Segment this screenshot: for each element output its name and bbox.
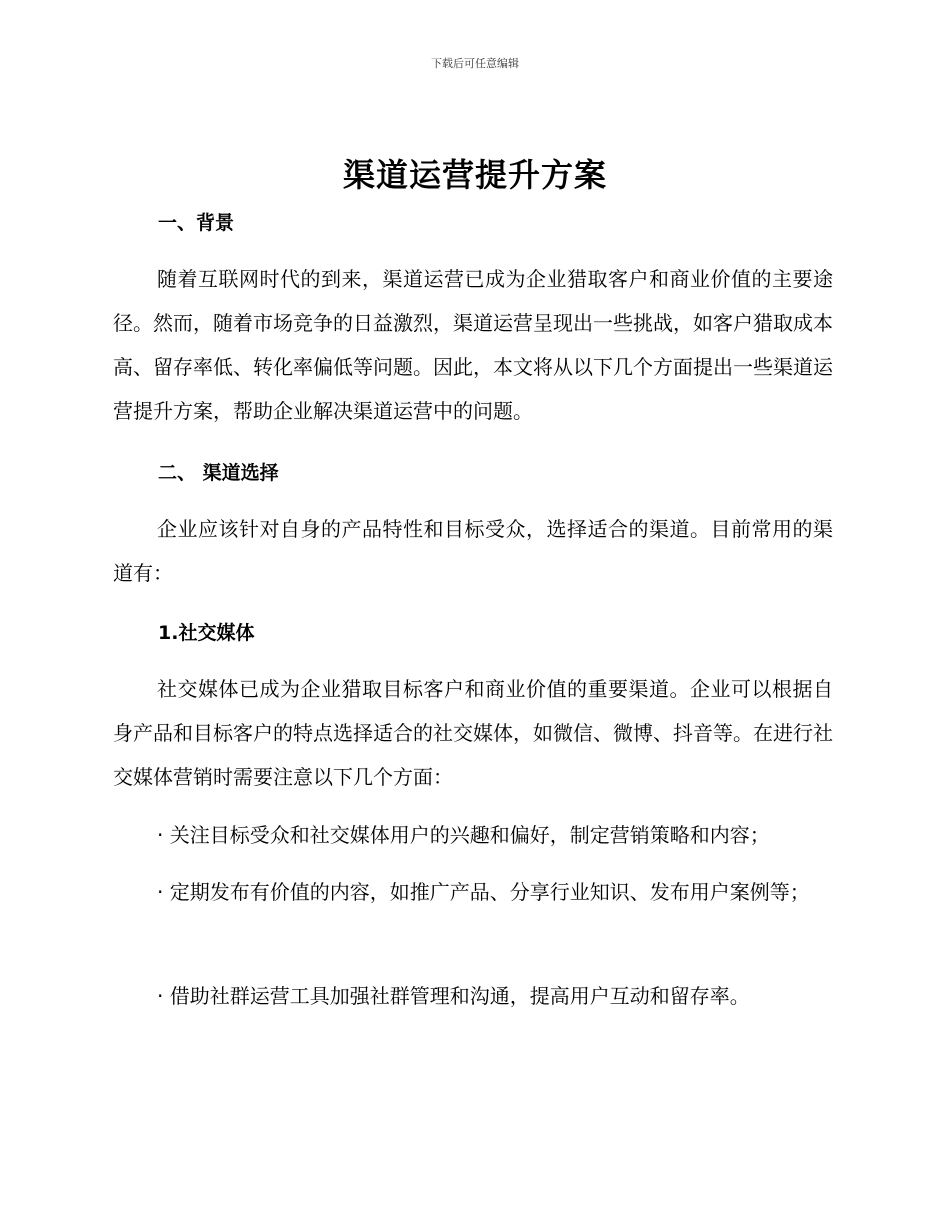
document-title: 渠道运营提升方案 — [342, 156, 607, 194]
section-heading-channel-selection: 二、 渠道选择 — [158, 462, 279, 484]
bullet-item: · 定期发布有价值的内容，如推广产品、分享行业知识、发布用户案例等； — [157, 880, 810, 904]
header-note: 下载后可任意编辑 — [431, 57, 519, 70]
subsection-heading-social-media: 1.社交媒体 — [158, 622, 255, 644]
section-heading-background: 一、背景 — [158, 212, 235, 234]
channel-selection-paragraph: 企业应该针对自身的产品特性和目标受众，选择适合的渠道。目前常用的渠道有： — [113, 517, 833, 585]
social-media-paragraph: 社交媒体已成为企业猎取目标客户和商业价值的重要渠道。企业可以根据自身产品和目标客户的特点选择适合的社交媒体，如微信、微博、抖音等。在进行社交媒体营销时需要注意以下几个方面： — [113, 677, 833, 789]
bullet-item: · 关注目标受众和社交媒体用户的兴趣和偏好，制定营销策略和内容； — [157, 823, 770, 847]
bullet-item: · 借助社群运营工具加强社群管理和沟通，提高用户互动和留存率。 — [157, 984, 750, 1008]
background-paragraph: 随着互联网时代的到来，渠道运营已成为企业猎取客户和商业价值的主要途径。然而，随着市场竞争的日益激烈，渠道运营呈现出一些挑战，如客户猎取成本高、留存率低、转化率偏低等问题。因此，本文将从以下几个方面提出一些渠道运营提升方案，帮助企业解决渠道运营中的问题。 — [113, 267, 833, 423]
